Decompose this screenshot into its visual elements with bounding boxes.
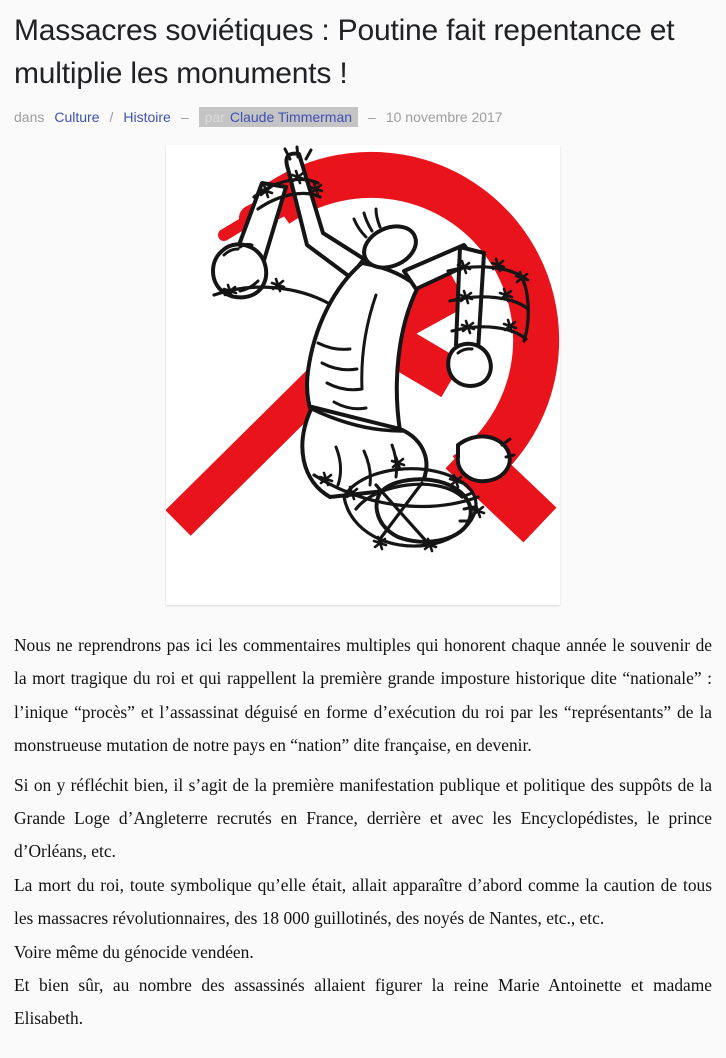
paragraph: La mort du roi, toute symbolique qu’elle était, allait apparaître d’abord comme la caution de tous les massacres révolutionnaires, des 18 000 guillotinés, des noyés de Nantes, etc., etc. <box>14 874 712 929</box>
meta-dash-1: – <box>180 109 189 125</box>
article-date: 10 novembre 2017 <box>385 109 503 125</box>
byline-highlight <box>199 107 358 127</box>
category-link-culture[interactable]: Culture <box>54 109 100 125</box>
meta-in-label: dans <box>14 109 45 125</box>
byline-prefix: par <box>204 109 225 125</box>
meta-dash-2: – <box>368 109 376 125</box>
page-title: Massacres soviétiques : Poutine fait repentance et multiplie les monuments ! <box>14 14 675 90</box>
category-link-histoire[interactable]: Histoire <box>123 109 171 125</box>
paragraph: Nous ne reprendrons pas ici les commentaires multiples qui honorent chaque année le souvenir de la mort tragique du roi et qui rappellent la première grande imposture historique dite “nationale” : l’inique “procès” et l’assassinat déguisé en forme d’exécution du roi par les “représentants” de la monstrueuse mutation de notre pays en “nation” dite française, en devenir. <box>14 635 712 756</box>
hammer-sickle-barbed-figure-illustration <box>166 145 560 605</box>
paragraph: Et bien sûr, au nombre des assassinés allaient figurer la reine Marie Antoinette et madame Elisabeth. <box>14 975 712 1029</box>
author-link[interactable]: Claude Timmerman <box>229 109 353 125</box>
article-meta <box>14 107 712 127</box>
paragraph: Voire même du génocide vendéen. <box>14 941 254 962</box>
category-separator: / <box>109 109 114 125</box>
paragraph: Si on y réfléchit bien, il s’agit de la première manifestation publique et politique des suppôts de la Grande Loge d’Angleterre recrutés en France, derrière et avec les Encyclopédistes, le prince d’Orléans, etc. <box>14 774 712 862</box>
article-illustration <box>166 145 560 605</box>
article-body <box>14 629 712 1036</box>
